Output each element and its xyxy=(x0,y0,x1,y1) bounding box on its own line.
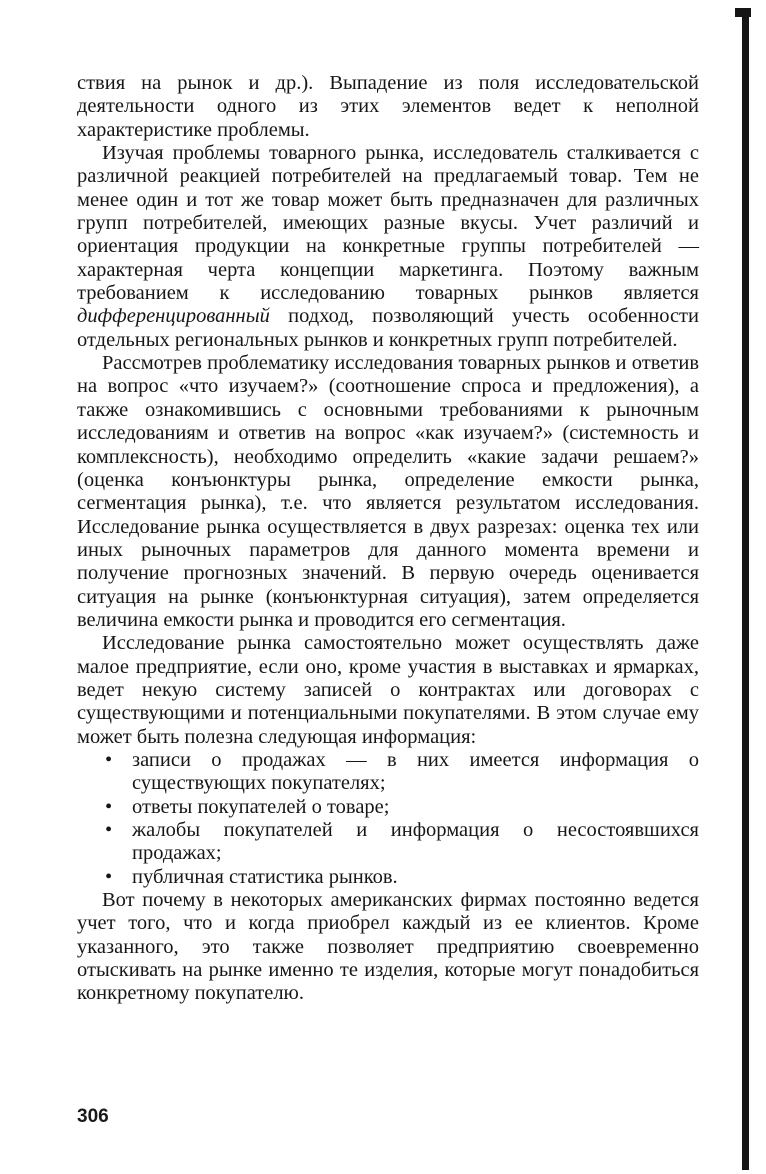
paragraph-1: ствия на рынок и др.). Выпадение из поля исследовательской деятельности одного из этих элементов ведет к неполной характеристике проблемы. xyxy=(77,72,699,141)
page-edge-line xyxy=(742,10,749,1170)
paragraph-2 xyxy=(77,142,699,352)
bullet-icon: • xyxy=(105,865,113,888)
bullet-icon: • xyxy=(105,819,113,841)
list-item-text: жалобы покупателей и информация о несостоявшихся продажах; xyxy=(132,819,699,865)
bullet-icon: • xyxy=(105,748,113,771)
list-item xyxy=(77,796,699,819)
page-body xyxy=(77,72,699,1006)
list-item xyxy=(77,749,699,796)
list-item-text: ответы покупателей о товаре; xyxy=(132,795,390,818)
list-item xyxy=(77,819,699,866)
emphasized-term: дифференцированный xyxy=(77,305,270,328)
paragraph-3: Рассмотрев проблематику исследования товарных рынков и ответив на вопрос «что изучаем?» (соотношение спроса и предложения), а также ознакомившись с основными требованиями к рыночным исследованиям и ответив на вопрос «как изучаем?» (системность и комплексность), необходимо определить «какие задачи решаем?» (оценка конъюнктуры рынка, определение емкости рынка, сегментация рынка), т.е. что является результатом исследования. Исследование рынка осуществляется в двух разрезах: оценка тех или иных рыночных параметров для данного момента времени и получение прогнозных значений. В первую очередь оценивается ситуация на рынке (конъюнктурная ситуация), затем определяется величина емкости рынка и проводится его сегментация. xyxy=(77,352,699,631)
info-bullet-list xyxy=(77,749,699,889)
paragraph-2-text-start: Изучая проблемы товарного рынка, исследователь сталкивается с различной реакцией потребителей на предлагаемый товар. Тем не менее один и тот же товар может быть предназначен для различных групп потребителей, имеющих разные вкусы. Учет различий и ориентация продукции на конкретные группы потребителей — характерная черта концепции маркетинга. Поэтому важным требованием к исследованию товарных рынков является xyxy=(77,142,699,305)
list-item-text: записи о продажах — в них имеется информация о существующих покупателях; xyxy=(132,748,699,795)
list-item-text: публичная статистика рынков. xyxy=(132,865,398,888)
paragraph-4: Исследование рынка самостоятельно может осуществлять даже малое предприятие, если оно, кроме участия в выставках и ярмарках, ведет некую систему записей о контрактах или договорах с существующими и потенциальными покупателями. В этом случае ему может быть полезна следующая информация: xyxy=(77,632,699,748)
page-number: 306 xyxy=(77,1106,109,1127)
paragraph-5: Вот почему в некоторых американских фирмах постоянно ведется учет того, что и когда приобрел каждый из ее клиентов. Кроме указанного, это также позволяет предприятию своевременно отыскивать на рынке именно те изделия, которые могут понадобиться конкретному покупателю. xyxy=(77,889,699,1005)
paragraph-2-text-end: подход, позволяющий учесть особенности отдельных региональных рынков и конкретных групп потребителей. xyxy=(77,305,699,351)
bullet-icon: • xyxy=(105,795,113,818)
list-item xyxy=(77,866,699,889)
